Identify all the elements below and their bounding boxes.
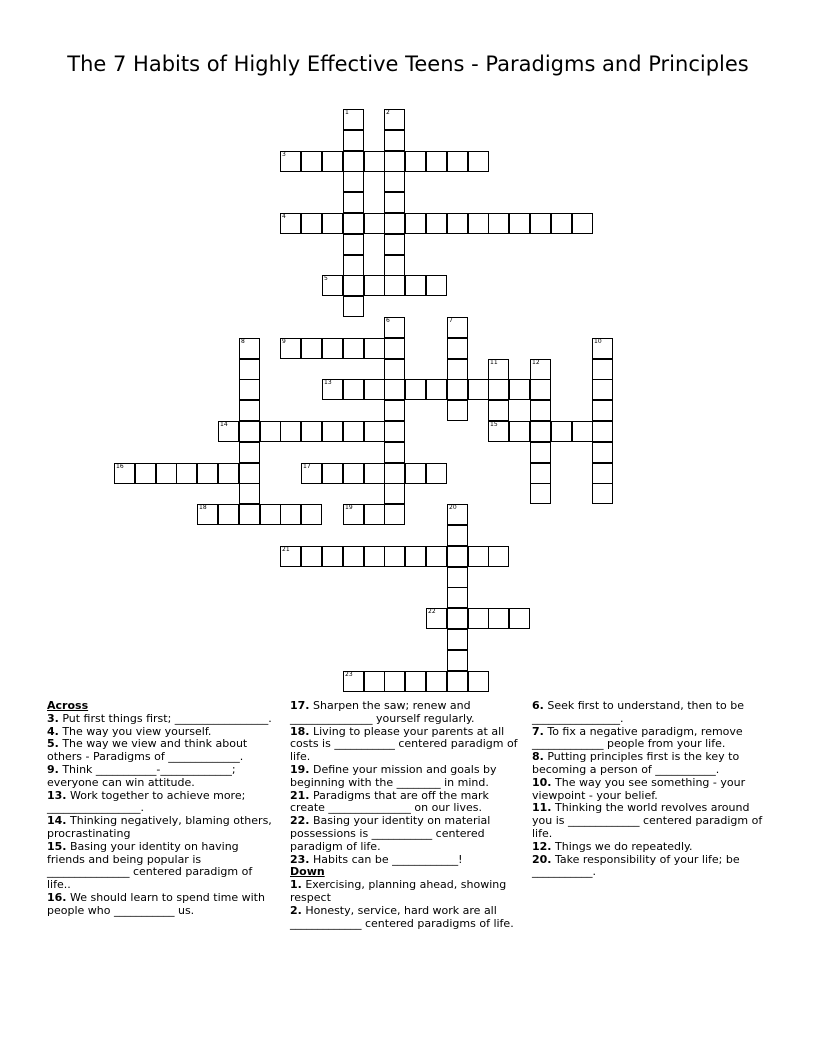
grid-cell[interactable]: [176, 463, 197, 484]
clue-number-label: 17.: [290, 699, 310, 712]
across-clue: [290, 726, 522, 764]
grid-cell[interactable]: [343, 463, 364, 484]
clue-number-label: 12.: [532, 839, 552, 853]
grid-cell[interactable]: [447, 338, 468, 359]
clue-number: 2: [386, 109, 390, 116]
grid-cell[interactable]: [384, 234, 405, 255]
grid-cell[interactable]: [301, 463, 322, 484]
clue-text: Think ___________-_____________; everyone can win attitude.: [47, 762, 236, 789]
grid-cell[interactable]: [322, 275, 343, 296]
grid-cell[interactable]: [343, 421, 364, 442]
grid-cell[interactable]: [343, 213, 364, 234]
grid-cell[interactable]: [405, 379, 426, 400]
clue-number: 15: [490, 421, 498, 428]
grid-cell[interactable]: [384, 192, 405, 213]
grid-cell[interactable]: [384, 171, 405, 192]
grid-cell[interactable]: [301, 546, 322, 567]
clue-number-label: 7.: [532, 724, 544, 738]
grid-cell[interactable]: [364, 151, 385, 172]
clue-number-label: 11.: [532, 801, 552, 815]
grid-cell[interactable]: [530, 421, 551, 442]
clue-text: Paradigms that are off the mark create _______________ on our lives.: [290, 788, 489, 815]
grid-cell[interactable]: [592, 483, 613, 504]
clue-number-label: 13.: [47, 788, 67, 802]
clue-number-label: 18.: [290, 724, 310, 738]
clue-number: 10: [594, 338, 602, 345]
across-clue: [47, 892, 275, 918]
clue-text: Honesty, service, hard work are all _____________ centered paradigms of life.: [290, 903, 514, 930]
grid-cell[interactable]: [384, 463, 405, 484]
clue-text: Exercising, planning ahead, showing respect: [290, 878, 507, 904]
grid-cell[interactable]: [592, 463, 613, 484]
grid-cell[interactable]: [426, 546, 447, 567]
grid-cell[interactable]: [405, 546, 426, 567]
clue-number-label: 2.: [290, 903, 302, 917]
down-clue: [532, 700, 772, 726]
grid-cell[interactable]: [509, 379, 530, 400]
grid-cell[interactable]: [218, 421, 239, 442]
across-clue: [47, 764, 275, 790]
grid-cell[interactable]: [384, 130, 405, 151]
grid-cell[interactable]: [322, 151, 343, 172]
clue-number-label: 21.: [290, 788, 310, 802]
grid-cell[interactable]: [218, 463, 239, 484]
grid-cell[interactable]: [239, 421, 260, 442]
grid-cell[interactable]: [343, 192, 364, 213]
clue-number: 16: [116, 463, 124, 470]
grid-cell[interactable]: [447, 587, 468, 608]
grid-cell[interactable]: [530, 400, 551, 421]
down-clue: [532, 802, 772, 840]
clue-number-label: 20.: [532, 852, 552, 866]
grid-cell[interactable]: [364, 338, 385, 359]
clue-number: 9: [282, 338, 286, 345]
grid-cell[interactable]: [426, 379, 447, 400]
clue-text: Define your mission and goals by beginning with the ________ in mind.: [290, 762, 497, 789]
grid-cell[interactable]: [592, 379, 613, 400]
clue-text: Seek first to understand, then to be ________________.: [532, 699, 745, 725]
grid-cell[interactable]: [447, 546, 468, 567]
grid-cell[interactable]: [509, 213, 530, 234]
grid-cell[interactable]: [343, 130, 364, 151]
across-clue: [47, 738, 275, 764]
grid-cell[interactable]: [239, 504, 260, 525]
grid-cell[interactable]: [343, 275, 364, 296]
grid-cell[interactable]: [364, 213, 385, 234]
grid-cell[interactable]: [447, 650, 468, 671]
grid-cell[interactable]: [384, 151, 405, 172]
clue-number-label: 19.: [290, 762, 310, 776]
grid-cell[interactable]: [447, 379, 468, 400]
clue-number: 12: [532, 359, 540, 366]
clue-text: The way you view yourself.: [58, 724, 212, 738]
clue-text: Take responsibility of your life; be ___________.: [532, 852, 740, 879]
clue-number: 23: [345, 671, 353, 678]
clue-number: 13: [324, 379, 332, 386]
down-heading: Down: [290, 865, 325, 879]
clue-text: Basing your identity on having friends and being popular is _______________ centered paradigm of life..: [47, 839, 253, 892]
grid-cell[interactable]: [384, 483, 405, 504]
grid-cell[interactable]: [384, 275, 405, 296]
grid-cell[interactable]: [447, 629, 468, 650]
across-clue: [290, 700, 522, 726]
grid-cell[interactable]: [488, 546, 509, 567]
grid-cell[interactable]: [592, 338, 613, 359]
clue-number: 3: [282, 151, 286, 158]
grid-cell[interactable]: [592, 400, 613, 421]
grid-cell[interactable]: [280, 421, 301, 442]
grid-cell[interactable]: [384, 546, 405, 567]
grid-cell[interactable]: [384, 379, 405, 400]
grid-cell[interactable]: [322, 463, 343, 484]
grid-cell[interactable]: [280, 213, 301, 234]
grid-cell[interactable]: [551, 213, 572, 234]
grid-cell[interactable]: [301, 213, 322, 234]
grid-cell[interactable]: [447, 213, 468, 234]
grid-cell[interactable]: [260, 504, 281, 525]
grid-cell[interactable]: [509, 608, 530, 629]
grid-cell[interactable]: [384, 359, 405, 380]
grid-cell[interactable]: [384, 504, 405, 525]
clue-number: 7: [449, 317, 453, 324]
clue-number-label: 6.: [532, 699, 544, 712]
clues-column-2: [290, 700, 522, 930]
grid-cell[interactable]: [530, 442, 551, 463]
clue-number: 22: [428, 608, 436, 615]
clue-text: Sharpen the saw; renew and _______________ yourself regularly.: [290, 699, 475, 725]
grid-cell[interactable]: [322, 421, 343, 442]
grid-cell[interactable]: [530, 463, 551, 484]
grid-cell[interactable]: [114, 463, 135, 484]
down-clue: [290, 905, 522, 931]
grid-cell[interactable]: [592, 442, 613, 463]
grid-cell[interactable]: [530, 213, 551, 234]
grid-cell[interactable]: [509, 421, 530, 442]
across-clue: [290, 815, 522, 853]
grid-cell[interactable]: [488, 359, 509, 380]
across-clue: [290, 854, 522, 867]
grid-cell[interactable]: [343, 338, 364, 359]
grid-cell[interactable]: [384, 671, 405, 692]
across-clue: [47, 790, 275, 816]
clue-number: 11: [490, 359, 498, 366]
grid-cell[interactable]: [239, 442, 260, 463]
grid-cell[interactable]: [384, 109, 405, 130]
clue-number: 18: [199, 504, 207, 511]
grid-cell[interactable]: [384, 421, 405, 442]
clue-text: Thinking the world revolves around you is _____________ centered paradigm of life.: [532, 801, 763, 840]
down-clue: [290, 879, 522, 905]
clue-number: 14: [220, 421, 228, 428]
grid-cell[interactable]: [301, 504, 322, 525]
grid-cell[interactable]: [343, 109, 364, 130]
grid-cell[interactable]: [530, 359, 551, 380]
clue-text: We should learn to spend time with people who ___________ us.: [47, 890, 265, 917]
clue-number: 19: [345, 504, 353, 511]
across-clue: [47, 841, 275, 892]
across-heading: Across: [47, 699, 89, 712]
clue-text: Living to please your parents at all costs is ___________ centered paradigm of life.: [290, 724, 518, 764]
clue-number: 8: [241, 338, 245, 345]
clue-number-label: 8.: [532, 750, 544, 764]
clue-number: 6: [386, 317, 390, 324]
grid-cell[interactable]: [488, 608, 509, 629]
grid-cell[interactable]: [280, 546, 301, 567]
clue-number: 1: [345, 109, 349, 116]
clue-text: The way you see something - your viewpoint - your belief.: [532, 775, 746, 802]
grid-cell[interactable]: [592, 421, 613, 442]
grid-cell[interactable]: [468, 213, 489, 234]
down-clue: [532, 854, 772, 880]
grid-cell[interactable]: [447, 567, 468, 588]
grid-cell[interactable]: [384, 338, 405, 359]
grid-cell[interactable]: [426, 275, 447, 296]
grid-cell[interactable]: [572, 421, 593, 442]
grid-cell[interactable]: [530, 379, 551, 400]
clue-number-label: 10.: [532, 775, 552, 789]
clue-number-label: 23.: [290, 852, 310, 866]
grid-cell[interactable]: [447, 671, 468, 692]
grid-cell[interactable]: [384, 442, 405, 463]
clue-number-label: 14.: [47, 814, 67, 828]
grid-cell[interactable]: [135, 463, 156, 484]
grid-cell[interactable]: [384, 400, 405, 421]
grid-cell[interactable]: [156, 463, 177, 484]
grid-cell[interactable]: [447, 504, 468, 525]
clue-number: 4: [282, 213, 286, 220]
grid-cell[interactable]: [488, 213, 509, 234]
clue-text: Thinking negatively, blaming others, procrastinating: [47, 814, 272, 840]
down-clue: [532, 751, 772, 777]
grid-cell[interactable]: [488, 421, 509, 442]
across-clue: [290, 790, 522, 816]
clue-number-label: 9.: [47, 762, 59, 776]
grid-cell[interactable]: [239, 483, 260, 504]
clue-number-label: 22.: [290, 814, 310, 828]
grid-cell[interactable]: [447, 400, 468, 421]
clue-number: 5: [324, 275, 328, 282]
grid-cell[interactable]: [468, 546, 489, 567]
grid-cell[interactable]: [322, 546, 343, 567]
grid-cell[interactable]: [322, 213, 343, 234]
grid-cell[interactable]: [301, 151, 322, 172]
grid-cell[interactable]: [405, 151, 426, 172]
grid-cell[interactable]: [364, 504, 385, 525]
clues-column-3: [532, 700, 772, 879]
grid-cell[interactable]: [447, 525, 468, 546]
grid-cell[interactable]: [322, 338, 343, 359]
across-clue: [47, 815, 275, 841]
clue-text: Habits can be ____________!: [309, 852, 463, 866]
grid-cell[interactable]: [447, 608, 468, 629]
clue-number-label: 5.: [47, 737, 59, 751]
clue-text: Basing your identity on material possessions is ___________ centered paradigm of life.: [290, 814, 491, 853]
grid-cell[interactable]: [343, 546, 364, 567]
grid-cell[interactable]: [530, 483, 551, 504]
grid-cell[interactable]: [280, 151, 301, 172]
grid-cell[interactable]: [239, 359, 260, 380]
grid-cell[interactable]: [343, 504, 364, 525]
grid-cell[interactable]: [447, 151, 468, 172]
grid-cell[interactable]: [572, 213, 593, 234]
grid-cell[interactable]: [405, 213, 426, 234]
grid-cell[interactable]: [343, 234, 364, 255]
grid-cell[interactable]: [426, 671, 447, 692]
grid-cell[interactable]: [364, 546, 385, 567]
clue-number-label: 1.: [290, 878, 302, 892]
grid-cell[interactable]: [426, 151, 447, 172]
clue-number: 17: [303, 463, 311, 470]
clue-number-label: 16.: [47, 890, 67, 904]
grid-cell[interactable]: [239, 379, 260, 400]
grid-cell[interactable]: [322, 379, 343, 400]
grid-cell[interactable]: [384, 255, 405, 276]
clue-text: Things we do repeatedly.: [551, 839, 693, 853]
grid-cell[interactable]: [364, 671, 385, 692]
grid-cell[interactable]: [343, 296, 364, 317]
grid-cell[interactable]: [447, 317, 468, 338]
page-title: The 7 Habits of Highly Effective Teens - Paradigms and Principles: [67, 52, 749, 76]
grid-cell[interactable]: [343, 255, 364, 276]
grid-cell[interactable]: [239, 338, 260, 359]
grid-cell[interactable]: [468, 608, 489, 629]
grid-cell[interactable]: [364, 275, 385, 296]
grid-cell[interactable]: [260, 421, 281, 442]
grid-cell[interactable]: [426, 463, 447, 484]
grid-cell[interactable]: [301, 421, 322, 442]
grid-cell[interactable]: [384, 213, 405, 234]
clue-number-label: 15.: [47, 839, 67, 853]
down-clue: [532, 777, 772, 803]
grid-cell[interactable]: [468, 379, 489, 400]
across-clue: [290, 764, 522, 790]
grid-cell[interactable]: [426, 608, 447, 629]
clue-number: 21: [282, 546, 290, 553]
grid-cell[interactable]: [239, 463, 260, 484]
grid-cell[interactable]: [197, 463, 218, 484]
grid-cell[interactable]: [280, 338, 301, 359]
grid-cell[interactable]: [301, 338, 322, 359]
grid-cell[interactable]: [343, 171, 364, 192]
grid-cell[interactable]: [447, 359, 468, 380]
down-clue: [532, 726, 772, 752]
grid-cell[interactable]: [405, 463, 426, 484]
clue-text: Putting principles first is the key to becoming a person of ___________.: [532, 750, 740, 776]
clue-number-label: 3.: [47, 711, 59, 725]
grid-cell[interactable]: [280, 504, 301, 525]
grid-cell[interactable]: [592, 359, 613, 380]
grid-cell[interactable]: [405, 671, 426, 692]
grid-cell[interactable]: [426, 213, 447, 234]
clue-text: Put first things first; _________________.: [58, 711, 272, 725]
grid-cell[interactable]: [468, 671, 489, 692]
clue-text: To fix a negative paradigm, remove _____________ people from your life.: [532, 724, 743, 751]
grid-cell[interactable]: [343, 151, 364, 172]
grid-cell[interactable]: [197, 504, 218, 525]
grid-cell[interactable]: [405, 275, 426, 296]
grid-cell[interactable]: [364, 463, 385, 484]
grid-cell[interactable]: [218, 504, 239, 525]
clue-text: The way we view and think about others - Paradigms of _____________.: [47, 737, 248, 764]
grid-cell[interactable]: [364, 379, 385, 400]
grid-cell[interactable]: [239, 400, 260, 421]
grid-cell[interactable]: [488, 379, 509, 400]
clue-number: 20: [449, 504, 457, 511]
grid-cell[interactable]: [384, 317, 405, 338]
clues-column-1: [47, 700, 275, 918]
clue-number-label: 4.: [47, 724, 59, 738]
clue-text: Work together to achieve more; _________________.: [47, 788, 246, 815]
grid-cell[interactable]: [364, 421, 385, 442]
grid-cell[interactable]: [468, 151, 489, 172]
grid-cell[interactable]: [343, 671, 364, 692]
grid-cell[interactable]: [343, 379, 364, 400]
grid-cell[interactable]: [551, 421, 572, 442]
grid-cell[interactable]: [488, 400, 509, 421]
